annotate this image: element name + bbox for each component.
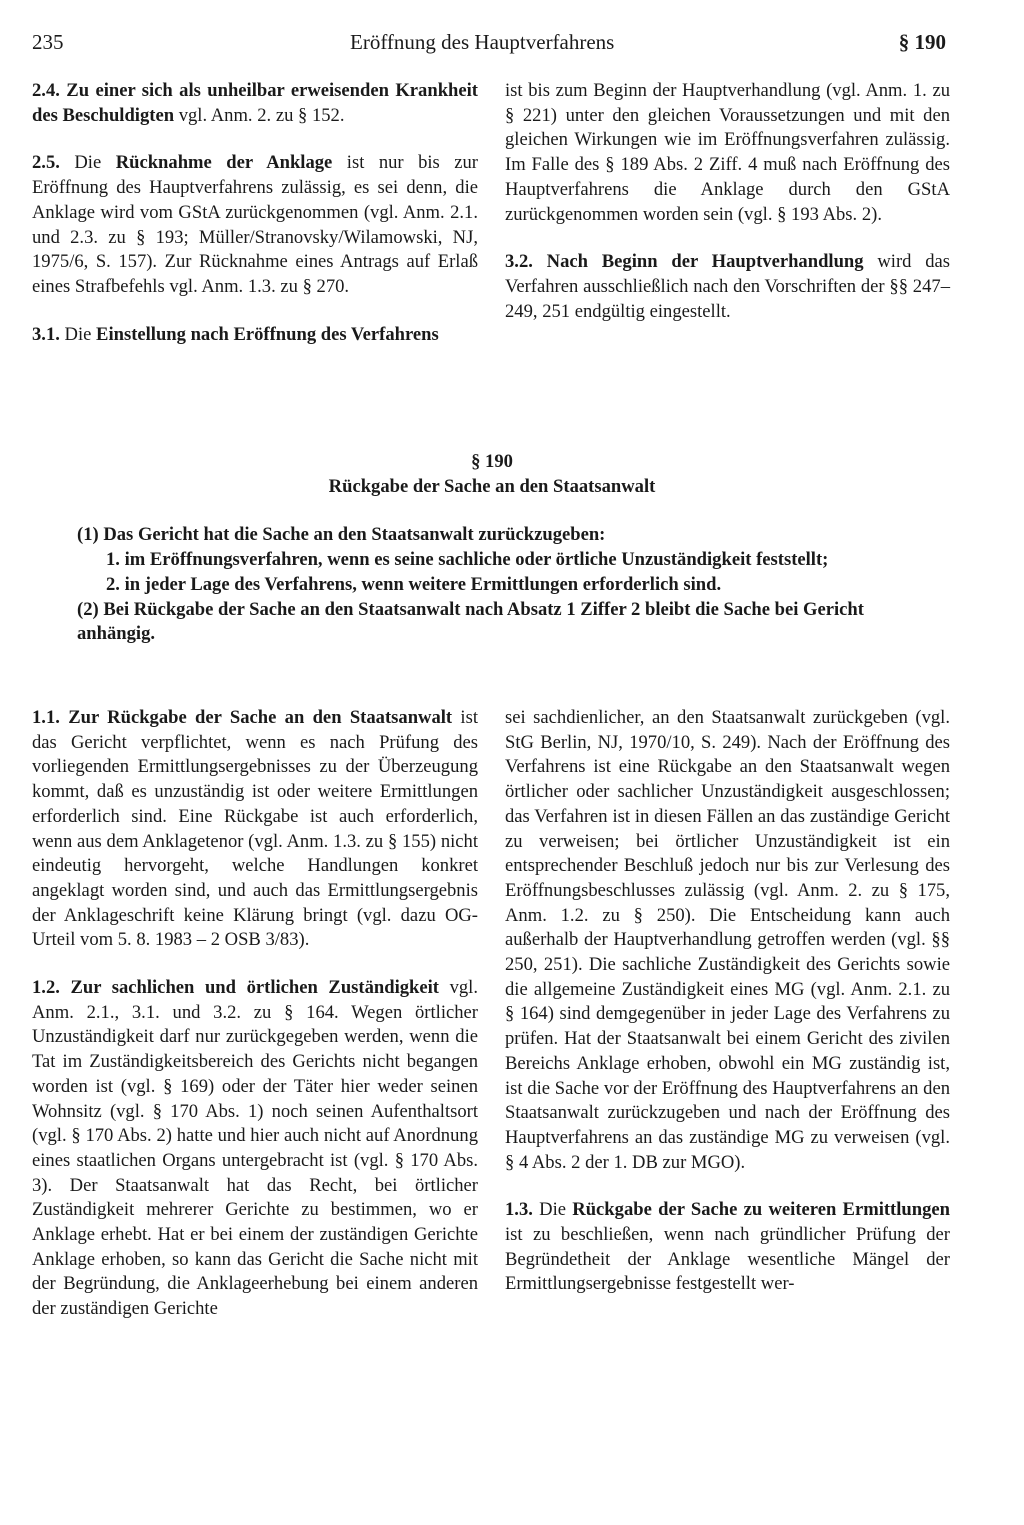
note-3-1	[32, 323, 478, 348]
note-1-2	[32, 976, 478, 1322]
note-number: 3.1.	[32, 323, 60, 345]
note-text: ist bis zum Beginn der Hauptverhandlung (vgl. Anm. 1. zu § 221) unter den gleichen Voraussetzungen und mit den gleichen Wirkungen wie im Eröffnungsverfahren zulässig. Im Falle des § 189 Abs. 2 Ziff. 4 muß nach Eröffnung des Hauptverfahrens die Anklage durch den GStA zurückgenommen worden sein (vgl. § 193 Abs. 2).	[505, 80, 950, 225]
note-emphasis: Zu einer sich als unheilbar erweisenden Krankheit des Beschuldigten	[32, 80, 478, 126]
note-emphasis: Zur Rückgabe der Sache an den Staatsanwalt	[59, 707, 453, 728]
note-number: 1.2.	[32, 977, 60, 999]
note-emphasis: Einstellung nach Eröffnung des Verfahrens	[96, 323, 439, 345]
top-right-column	[505, 79, 950, 324]
page-number: 235	[32, 30, 64, 54]
note-number: 1.3.	[505, 1199, 533, 1221]
note-text: vgl. Anm. 2. zu § 152.	[174, 104, 345, 126]
note-text: Die	[59, 323, 97, 345]
note-text: Die	[532, 1199, 573, 1221]
note-emphasis: Rückgabe der Sache zu weiteren Ermittlungen	[572, 1199, 950, 1221]
note-1-3	[505, 1198, 950, 1297]
statute-block	[32, 450, 952, 647]
note-3-2	[505, 250, 950, 324]
note-text: Die	[59, 152, 116, 174]
note-text: sei sachdienlicher, an den Staatsanwalt zurückgeben (vgl. StG Berlin, NJ, 1970/10, S. 249). Nach der Eröffnung des Verfahrens ist eine Rückgabe an den Staatsanwalt wegen örtlicher oder sachlicher Unzuständigkeit ausgeschlossen; das Verfahren ist in diesen Fällen an das zuständige Gericht zu verweisen; bei örtlicher Unzuständigkeit ist ein entsprechender Beschluß jedoch nur bis zur Verlesung des Eröffnungsbeschlusses zulässig (vgl. Anm. 2. zu § 175, Anm. 1.2. zu § 250). Die Entscheidung kann auch außerhalb der Hauptverhandlung getroffen werden (vgl. §§ 250, 251). Die sachliche Zuständigkeit des Gerichts sowie die allgemeine Zuständigkeit eines MG (vgl. Anm. 2.1. zu § 164) sind demgegenüber in jeder Lage des Verfahrens zu prüfen. Hat der Staatsanwalt bei einem Gericht des zivilen Bereichs Anklage erhoben, obwohl ein MG zuständig ist, ist die Sache vor der Eröffnung des Hauptverfahrens an den Staatsanwalt zurückzugeben und nach der Eröffnung des Hauptverfahrens an das zuständige MG zu verweisen (vgl. § 4 Abs. 2 der 1. DB zur MGO).	[505, 707, 950, 1173]
statute-heading: § 190	[471, 451, 513, 472]
section-marker: § 190	[898, 30, 946, 54]
note-3-1-continued	[505, 79, 950, 227]
note-text: vgl. Anm. 2.1., 3.1. und 3.2. zu § 164. Wegen örtlicher Unzuständigkeit darf nur zurückgegeben werden, wenn die Tat im Zuständigkeitsbereich des Gerichts nicht begangen worden ist (vgl. § 169) oder der Täter hier weder seinen Wohnsitz (vgl. § 170 Abs. 1) noch seinen Aufenthaltsort (vgl. § 170 Abs. 2) hatte und hier auch nicht auf Anordnung eines staatlichen Organs untergebracht ist (vgl. § 170 Abs. 3). Der Staatsanwalt hat das Recht, bei örtlicher Zuständigkeit mehrerer Gerichte zu bestimmen, wo er Anklage erhebt. Hat er bei einem der zuständigen Gerichte Anklage erhoben, so kann das Gericht die Sache nicht mit der Begründung, die Anklageerhebung bei einem anderen der zuständigen Gerichte	[32, 977, 478, 1320]
note-number: 2.5.	[32, 152, 60, 174]
bottom-right-column	[505, 706, 950, 1297]
bottom-left-column	[32, 706, 478, 1322]
note-text: wird das Verfahren ausschließlich nach den Vorschriften der §§ 247–249, 251 endgültig eingestellt.	[505, 251, 950, 322]
note-2-5	[32, 151, 478, 299]
note-number: 2.4.	[32, 80, 60, 101]
note-emphasis: Nach Beginn der Hauptverhandlung	[532, 251, 864, 273]
statute-paragraph-2: (2) Bei Rückgabe der Sache an den Staatsanwalt nach Absatz 1 Ziffer 2 bleibt die Sache bei Gericht anhängig.	[77, 598, 864, 645]
note-text: ist das Gericht verpflichtet, wenn es nach Prüfung des vorliegenden Ermittlungsergebnisses zu der Überzeugung kommt, daß es unzuständig ist oder weitere Ermittlungen erforderlich sind. Eine Rückgabe ist auch erforderlich, wenn aus dem Anklagetenor (vgl. Anm. 1.3. zu § 155) nicht eindeutig hervorgeht, welche Handlungen konkret angeklagt worden sind, und auch das Ermittlungsergebnis der Anklageschrift keine Klärung bringt (vgl. dazu OG-Urteil vom 5. 8. 1983 – 2 OSB 3/83).	[32, 707, 479, 951]
note-emphasis: Zur sachlichen und örtlichen Zuständigkeit	[59, 977, 439, 999]
statute-item-1: 1. im Eröffnungsverfahren, wenn es seine sachliche oder örtliche Unzuständigkeit feststellt;	[106, 549, 829, 571]
note-1-1	[32, 706, 478, 953]
note-text: ist zu beschließen, wenn nach gründlicher Prüfung der Begründetheit der Anklage wesentliche Mängel der Ermittlungsergebnisse festgestellt wer-	[505, 1224, 950, 1295]
note-1-2-continued	[505, 706, 950, 1175]
statute-paragraph-1: (1) Das Gericht hat die Sache an den Staatsanwalt zurückzugeben:	[77, 524, 606, 546]
top-left-column	[32, 79, 478, 347]
note-text: ist nur bis zur Eröffnung des Hauptverfahrens zulässig, es sei denn, die Anklage wird vom GStA zurückgenommen (vgl. Anm. 2.1. und 2.3. zu § 193; Müller/Stranovsky/Wilamowski, NJ, 1975/6, S. 157). Zur Rücknahme eines Antrags auf Erlaß eines Strafbefehls vgl. Anm. 1.3. zu § 270.	[32, 152, 478, 297]
statute-title: Rückgabe der Sache an den Staatsanwalt	[328, 475, 656, 497]
statute-item-2: 2. in jeder Lage des Verfahrens, wenn weitere Ermittlungen erforderlich sind.	[106, 573, 722, 595]
running-title: Eröffnung des Hauptverfahrens	[350, 30, 615, 54]
note-emphasis: Rücknahme der Anklage	[115, 152, 333, 174]
note-2-4	[32, 79, 478, 128]
note-number: 1.1.	[32, 707, 60, 728]
note-number: 3.2.	[505, 251, 533, 273]
